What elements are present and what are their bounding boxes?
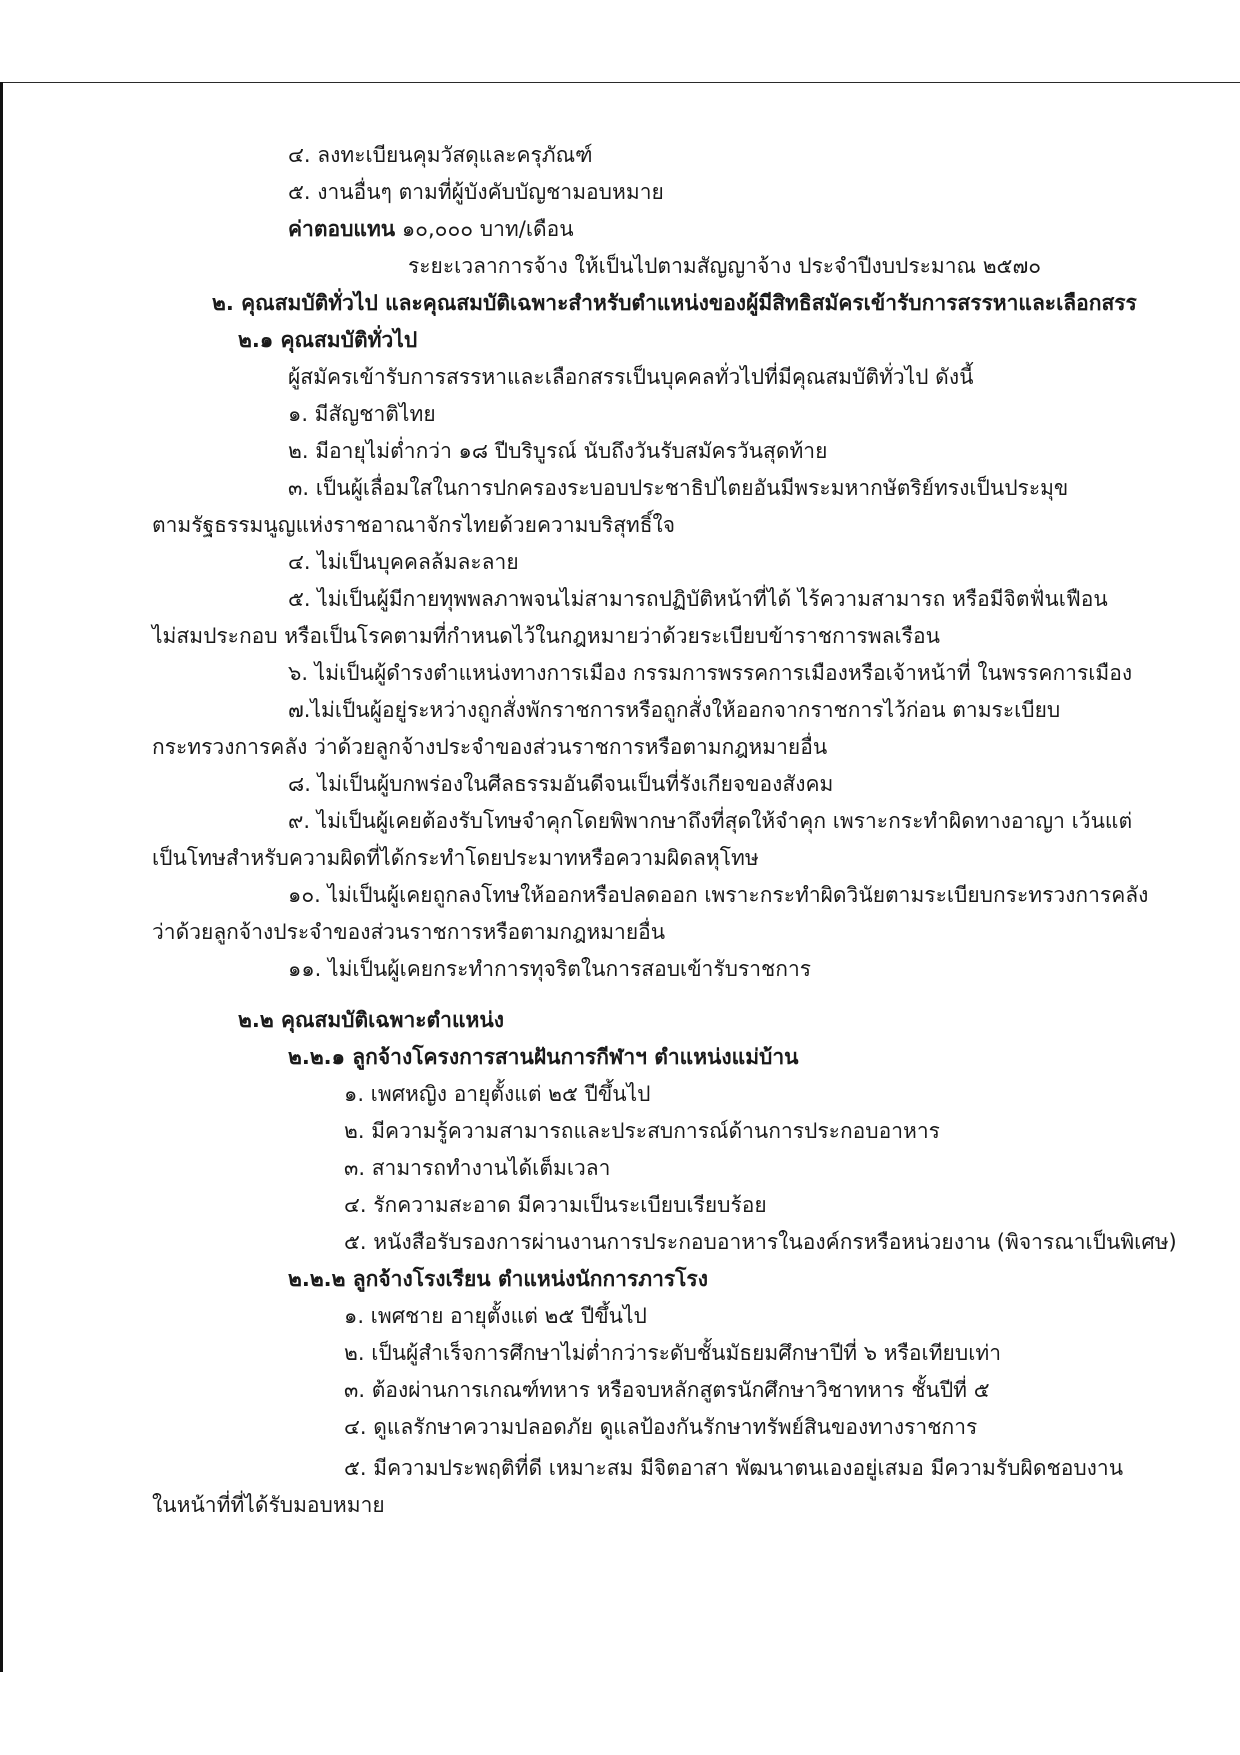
section-2-2-heading: ๒.๒ คุณสมบัติเฉพาะตำแหน่ง — [238, 1008, 504, 1032]
general-qualifications-intro: ผู้สมัครเข้ารับการสรรหาและเลือกสรรเป็นบุคคลทั่วไปที่มีคุณสมบัติทั่วไป ดังนี้ — [288, 365, 974, 389]
general-qualification-10-cont: ว่าด้วยลูกจ้างประจำของส่วนราชการหรือตามกฎหมายอื่น — [152, 920, 666, 944]
janitor-requirement-1: ๑. เพศชาย อายุตั้งแต่ ๒๕ ปีขึ้นไป — [344, 1304, 647, 1328]
housekeeper-requirement-2: ๒. มีความรู้ความสามารถและประสบการณ์ด้านการประกอบอาหาร — [344, 1119, 940, 1143]
general-qualification-9-cont: เป็นโทษสำหรับความผิดที่ได้กระทำโดยประมาทหรือความผิดลหุโทษ — [152, 846, 759, 870]
general-qualification-5-cont: ไม่สมประกอบ หรือเป็นโรคตามที่กำหนดไว้ในกฎหมายว่าด้วยระเบียบข้าราชการพลเรือน — [152, 624, 940, 648]
general-qualification-5: ๕. ไม่เป็นผู้มีกายทุพพลภาพจนไม่สามารถปฏิบัติหน้าที่ได้ ไร้ความสามารถ หรือมีจิตฟั่นเฟือน — [288, 587, 1108, 611]
general-qualification-3-cont: ตามรัฐธรรมนูญแห่งราชอาณาจักรไทยด้วยความบริสุทธิ์ใจ — [152, 513, 676, 537]
general-qualification-7-cont: กระทรวงการคลัง ว่าด้วยลูกจ้างประจำของส่วนราชการหรือตามกฎหมายอื่น — [152, 735, 828, 759]
pay-label: ค่าตอบแทน — [288, 217, 396, 241]
general-qualification-2: ๒. มีอายุไม่ต่ำกว่า ๑๘ ปีบริบูรณ์ นับถึงวันรับสมัครวันสุดท้าย — [288, 439, 828, 463]
duty-item-5: ๕. งานอื่นๆ ตามที่ผู้บังคับบัญชามอบหมาย — [288, 180, 664, 204]
section-2-heading: ๒. คุณสมบัติทั่วไป และคุณสมบัติเฉพาะสำหรับตำแหน่งของผู้มีสิทธิสมัครเข้ารับการสรรหาและเลือกสรร — [212, 291, 1137, 315]
page-top-border — [0, 82, 1240, 83]
housekeeper-requirement-1: ๑. เพศหญิง อายุตั้งแต่ ๒๕ ปีขึ้นไป — [344, 1082, 651, 1106]
janitor-requirement-3: ๓. ต้องผ่านการเกณฑ์ทหาร หรือจบหลักสูตรนักศึกษาวิชาทหาร ชั้นปีที่ ๕ — [344, 1378, 990, 1402]
general-qualification-4: ๔. ไม่เป็นบุคคลล้มละลาย — [288, 550, 519, 574]
general-qualification-1: ๑. มีสัญชาติไทย — [288, 402, 436, 426]
janitor-heading: ๒.๒.๒ ลูกจ้างโรงเรียน ตำแหน่งนักการภารโรง — [288, 1267, 708, 1291]
duty-item-4: ๔. ลงทะเบียนคุมวัสดุและครุภัณฑ์ — [288, 143, 593, 167]
janitor-requirement-5-cont: ในหน้าที่ที่ได้รับมอบหมาย — [152, 1493, 385, 1517]
general-qualification-11: ๑๑. ไม่เป็นผู้เคยกระทำการทุจริตในการสอบเข้ารับราชการ — [288, 957, 812, 981]
general-qualification-9: ๙. ไม่เป็นผู้เคยต้องรับโทษจำคุกโดยพิพากษาถึงที่สุดให้จำคุก เพราะกระทำผิดทางอาญา เว้นแต่ — [288, 809, 1133, 833]
pay-amount: ๑๐,๐๐๐ บาท/เดือน — [395, 217, 574, 241]
section-2-1-heading: ๒.๑ คุณสมบัติทั่วไป — [238, 328, 418, 352]
general-qualification-6: ๖. ไม่เป็นผู้ดำรงตำแหน่งทางการเมือง กรรมการพรรคการเมืองหรือเจ้าหน้าที่ ในพรรคการเมือง — [288, 661, 1133, 685]
janitor-requirement-2: ๒. เป็นผู้สำเร็จการศึกษาไม่ต่ำกว่าระดับชั้นมัธยมศึกษาปีที่ ๖ หรือเทียบเท่า — [344, 1341, 1002, 1365]
employment-period: ระยะเวลาการจ้าง ให้เป็นไปตามสัญญาจ้าง ประจำปีงบประมาณ ๒๕๗๐ — [408, 254, 1042, 278]
janitor-requirement-5: ๕. มีความประพฤติที่ดี เหมาะสม มีจิตอาสา พัฒนาตนเองอยู่เสมอ มีความรับผิดชอบงาน — [344, 1456, 1124, 1480]
general-qualification-3: ๓. เป็นผู้เลื่อมใสในการปกครองระบอบประชาธิปไตยอันมีพระมหากษัตริย์ทรงเป็นประมุข — [288, 476, 1069, 500]
housekeeper-heading: ๒.๒.๑ ลูกจ้างโครงการสานฝันการกีฬาฯ ตำแหน่งแม่บ้าน — [288, 1045, 799, 1069]
housekeeper-requirement-3: ๓. สามารถทำงานได้เต็มเวลา — [344, 1156, 611, 1180]
page-left-edge — [0, 82, 3, 1672]
housekeeper-requirement-4: ๔. รักความสะอาด มีความเป็นระเบียบเรียบร้อย — [344, 1193, 767, 1217]
general-qualification-8: ๘. ไม่เป็นผู้บกพร่องในศีลธรรมอันดีจนเป็นที่รังเกียจของสังคม — [288, 772, 834, 796]
pay-line — [288, 214, 574, 244]
general-qualification-7: ๗.ไม่เป็นผู้อยู่ระหว่างถูกสั่งพักราชการหรือถูกสั่งให้ออกจากราชการไว้ก่อน ตามระเบียบ — [288, 698, 1061, 722]
janitor-requirement-4: ๔. ดูแลรักษาความปลอดภัย ดูแลป้องกันรักษาทรัพย์สินของทางราชการ — [344, 1415, 978, 1439]
general-qualification-10: ๑๐. ไม่เป็นผู้เคยถูกลงโทษให้ออกหรือปลดออก เพราะกระทำผิดวินัยตามระเบียบกระทรวงการคลัง — [288, 883, 1149, 907]
housekeeper-requirement-5: ๕. หนังสือรับรองการผ่านงานการประกอบอาหารในองค์กรหรือหน่วยงาน (พิจารณาเป็นพิเศษ) — [344, 1230, 1177, 1254]
